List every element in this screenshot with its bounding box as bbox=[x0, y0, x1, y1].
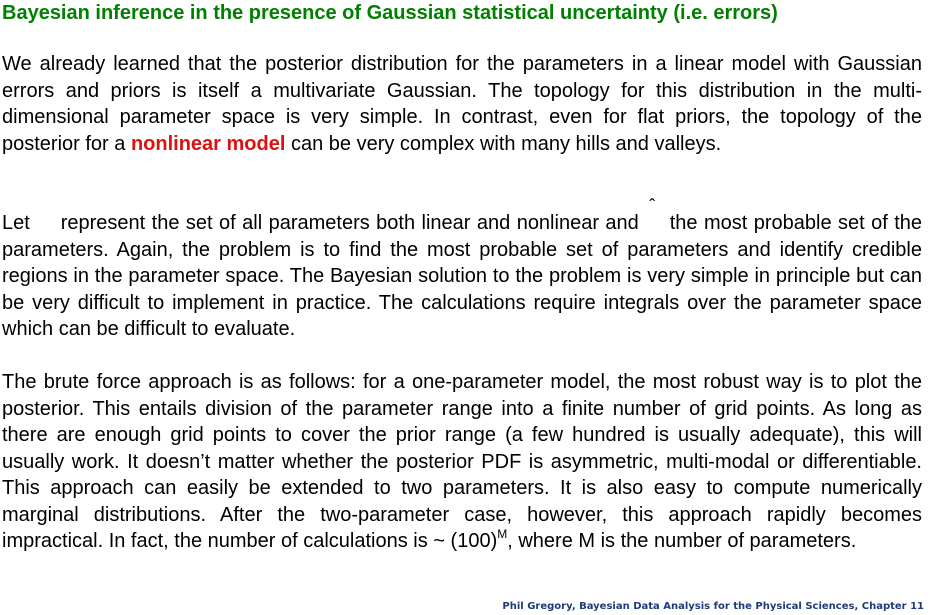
p2-text-b: represent the set of all parameters both linear and nonlinear and bbox=[60, 212, 639, 234]
slide-title: Bayesian inference in the presence of Gaussian statistical uncertainty (i.e. errors) bbox=[2, 2, 778, 24]
nonlinear-model-highlight: nonlinear model bbox=[130, 132, 286, 155]
p2-text-a: Let bbox=[2, 212, 30, 234]
paragraph-brute-force bbox=[2, 369, 922, 555]
exponent-m: M bbox=[497, 527, 508, 541]
paragraph-linear-vs-nonlinear bbox=[2, 51, 922, 157]
paragraph-parameter-set bbox=[2, 196, 923, 343]
p3-text-a: The brute force approach is as follows: for a one-parameter model, the most robust way is to plot the posterior. This entails division of the parameter range into a finite number of grid points. As long as there are enough grid points to cover the prior range (a few hundred is usually adequate), this will usually work. It doesn’t matter whether the posterior PDF is asymmetric, multi-modal or differentiable. This approach can easily be extended to two parameters. It is also easy to compute numerically marginal distributions. After the two-parameter case, however, this approach rapidly becomes impractical. In fact, the number of calculations is ~ (100) bbox=[2, 371, 922, 552]
p1-text-b: can be very complex with many hills and valleys. bbox=[290, 132, 722, 155]
p1-text-a: We already learned that the posterior distribution for the parameters in a linear model with Gaussian errors and priors is itself a multivariate Gaussian. The topology for this distribution in the multi-dimensional parameter space is very simple. In contrast, even for flat priors, the topology of the posterior for a bbox=[2, 53, 922, 155]
hat-symbol bbox=[645, 196, 663, 229]
footer-citation: Phil Gregory, Bayesian Data Analysis for the Physical Sciences, Chapter 11 bbox=[502, 601, 924, 612]
p3-text-b: , where M is the number of parameters. bbox=[507, 530, 857, 552]
hat-glyph: ˆ bbox=[649, 196, 656, 216]
p2-text-c: the most probable set of the parameters. Again, the problem is to find the most probable set of parameters and identify credible regions in the parameter space. The Bayesian solution to the problem is very simple in principle but can be very difficult to implement in practice. The calculations require integrals over the parameter space which can be difficult to evaluate. bbox=[2, 212, 923, 340]
